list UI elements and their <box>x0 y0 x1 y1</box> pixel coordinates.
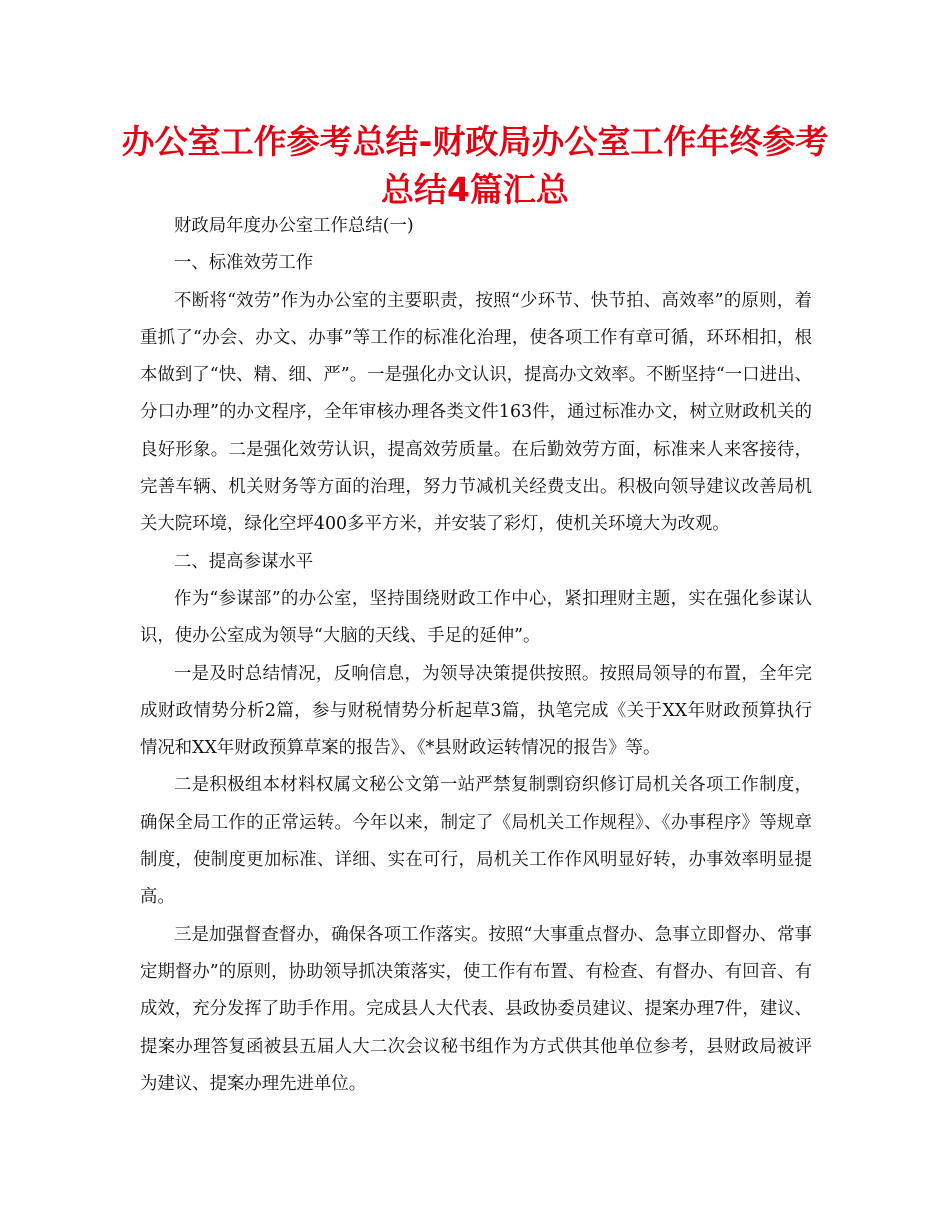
document-body <box>140 208 812 1103</box>
document-title: 办公室工作参考总结-财政局办公室工作年终参考总结4篇汇总 <box>121 122 829 209</box>
paragraph-2: 作为“参谋部”的办公室，坚持围绕财政工作中心，紧扣理财主题，实在强化参谋认识，使办公室成为领导“大脑的天线、手足的延伸”。 <box>140 588 812 647</box>
paragraph-1: 不断将“效劳”作为办公室的主要职责，按照“少环节、快节拍、高效率”的原则，着重抓了“办会、办文、办事”等工作的标准化治理，使各项工作有章可循，环环相扣，根本做到了“快、精、细、严”。一是强化办文认识，提高办文效率。不断坚持“一口进出、分口办理”的办文程序，全年审核办理各类文件163件，通过标准办文，树立财政机关的良好形象。二是强化效劳认识，提高效劳质量。在后勤效劳方面，标准来人来客接待，完善车辆、机关财务等方面的治理，努力节减机关经费支出。积极向领导建议改善局机关大院环境，绿化空坪400多平方米，并安装了彩灯，使机关环境大为改观。 <box>140 290 812 535</box>
section-heading-2: 二、提高参谋水平 <box>174 551 314 572</box>
paragraph-3: 一是及时总结情况，反响信息，为领导决策提供按照。按照局领导的布置，全年完成财政情势分析2篇，参与财税情势分析起草3篇，执笔完成《关于XX年财政预算执行情况和XX年财政预算草案的报告》、《*县财政运转情况的报告》等。 <box>140 663 812 759</box>
section-subtitle: 财政局年度办公室工作总结(一) <box>174 216 414 236</box>
paragraph-5: 三是加强督查督办，确保各项工作落实。按照“大事重点督办、急事立即督办、常事定期督办”的原则，协助领导抓决策落实，使工作有布置、有检查、有督办、有回音、有成效，充分发挥了助手作用。完成县人大代表、县政协委员建议、提案办理7件，建议、提案办理答复函被县五届人大二次会议秘书组作为方式供其他单位参考，县财政局被评为建议、提案办理先进单位。 <box>140 924 812 1094</box>
paragraph-4: 二是积极组本材料权属文秘公文第一站严禁复制剽窃织修订局机关各项工作制度，确保全局工作的正常运转。今年以来，制定了《局机关工作规程》、《办事程序》等规章制度，使制度更加标准、详细、实在可行，局机关工作作风明显好转，办事效率明显提高。 <box>140 775 812 908</box>
section-heading-1: 一、标准效劳工作 <box>174 253 314 274</box>
